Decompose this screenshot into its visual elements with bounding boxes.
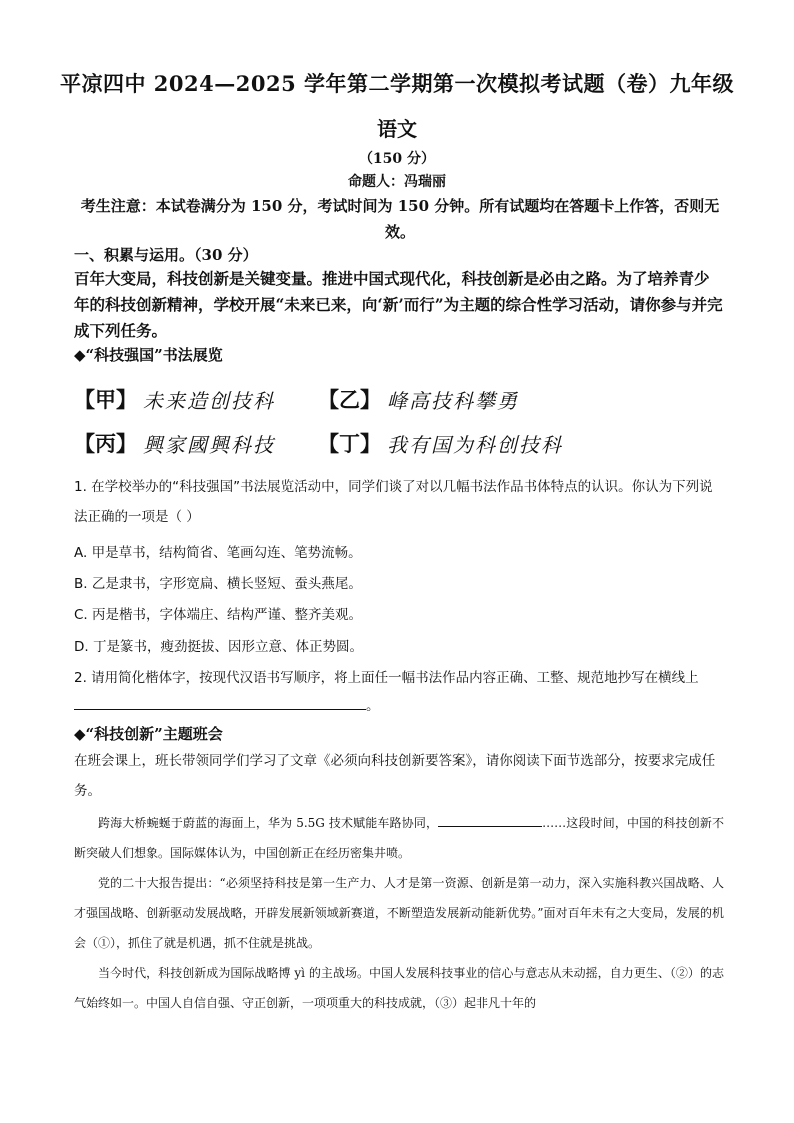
article-p1-part1: 跨海大桥蜿蜒于蔚蓝的海面上，华为 5.5G 技术赋能车路协同， — [98, 816, 439, 830]
calligraphy-work: 興家國興科技 — [143, 432, 275, 457]
question-1-option-b: B. 乙是隶书，字形宽扁、横长竖短、蚕头燕尾。 — [74, 576, 362, 592]
article-paragraph-2: 党的二十大报告提出：“必须坚持科技是第一生产力、人才是第一资源、创新是第一动力，深入实施科教兴国战略、人才强国战略、创新驱动发展战略，开辟发展新领域新赛道，不断塑造发展新动能新优势。”面对百年未有之大变局，发展的机会（①），抓住了就是机遇，抓不住就是挑战。 — [74, 876, 724, 950]
question-1-stem: 1. 在学校举办的“科技强国”书法展览活动中，同学们谈了对以几幅书法作品书体特点的认识。你认为下列说法正确的一项是（ ） — [74, 479, 713, 525]
calligraphy-item-yi — [318, 384, 519, 414]
section-heading: 一、积累与运用。（30 分） — [74, 246, 258, 264]
question-2-end: 。 — [366, 698, 380, 714]
subject-title: 语文 — [377, 117, 417, 141]
question-2-stem: 2. 请用简化楷体字，按现代汉语书写顺序，将上面任一幅书法作品内容正确、工整、规范地抄写在横线上 — [74, 670, 699, 686]
question-1-option-a: A. 甲是草书，结构简省、笔画勾连、笔势流畅。 — [74, 545, 362, 561]
article-paragraph-1 — [74, 808, 724, 868]
calligraphy-work: 峰高技科攀勇 — [387, 388, 519, 413]
calligraphy-item-bing — [74, 428, 318, 458]
answer-blank[interactable] — [74, 695, 366, 710]
classmeeting-intro: 在班会课上，班长带领同学们学习了文章《必须向科技创新要答案》，请你阅读下面节选部分，按要求完成任务。 — [74, 753, 716, 799]
calligraphy-work: 未来造创技科 — [143, 388, 275, 413]
calligraphy-item-jia — [74, 384, 318, 414]
article-paragraph-3: 当今时代，科技创新成为国际战略博 yì 的主战场。中国人发展科技事业的信心与意志从未动摇，自力更生、（②）的志气始终如一。中国人自信自强、守正创新，一项项重大的科技成就，（③）起非凡十年的 — [74, 966, 724, 1010]
question-1-option-d: D. 丁是篆书，瘦劲挺拔、因形立意、体正势圆。 — [74, 639, 363, 655]
exam-title: 平凉四中 2024—2025 学年第二学期第一次模拟考试题（卷）九年级 — [59, 71, 734, 96]
section-intro: 百年大变局，科技创新是关键变量。推进中国式现代化，科技创新是必由之路。为了培养青少年的科技创新精神，学校开展“未来已来，向‘新’而行”为主题的综合性学习活动，请你参与并完成下列任务。 — [74, 269, 723, 340]
article-excerpt — [74, 808, 724, 1018]
calligraphy-row-2 — [74, 428, 563, 458]
calligraphy-work: 我有国为科创技科 — [387, 432, 563, 457]
question-2-answer-line — [74, 694, 380, 714]
calligraphy-tag: 【丙】 — [74, 432, 137, 456]
total-score: （150 分） — [358, 151, 436, 167]
calligraphy-heading: ◆“科技强国”书法展览 — [74, 346, 223, 364]
calligraphy-row-1 — [74, 384, 519, 414]
article-p1-part2: ……这段时间，中国的科技创新不断突破人们想象。国际媒体认为，中国创新正在经历密集井喷。 — [74, 816, 724, 860]
calligraphy-item-ding — [318, 428, 563, 458]
question-1-option-c: C. 丙是楷书，字体端庄、结构严谨、整齐美观。 — [74, 607, 363, 623]
author-line: 命题人：冯瑞丽 — [348, 174, 446, 190]
classmeeting-heading: ◆“科技创新”主题班会 — [74, 725, 223, 743]
exam-notice: 考生注意：本试卷满分为 150 分，考试时间为 150 分钟。所有试题均在答题卡上作答，否则无效。 — [80, 197, 720, 241]
calligraphy-tag: 【乙】 — [318, 388, 381, 412]
calligraphy-tag: 【甲】 — [74, 388, 137, 412]
calligraphy-tag: 【丁】 — [318, 432, 381, 456]
article-blank[interactable] — [438, 814, 542, 827]
